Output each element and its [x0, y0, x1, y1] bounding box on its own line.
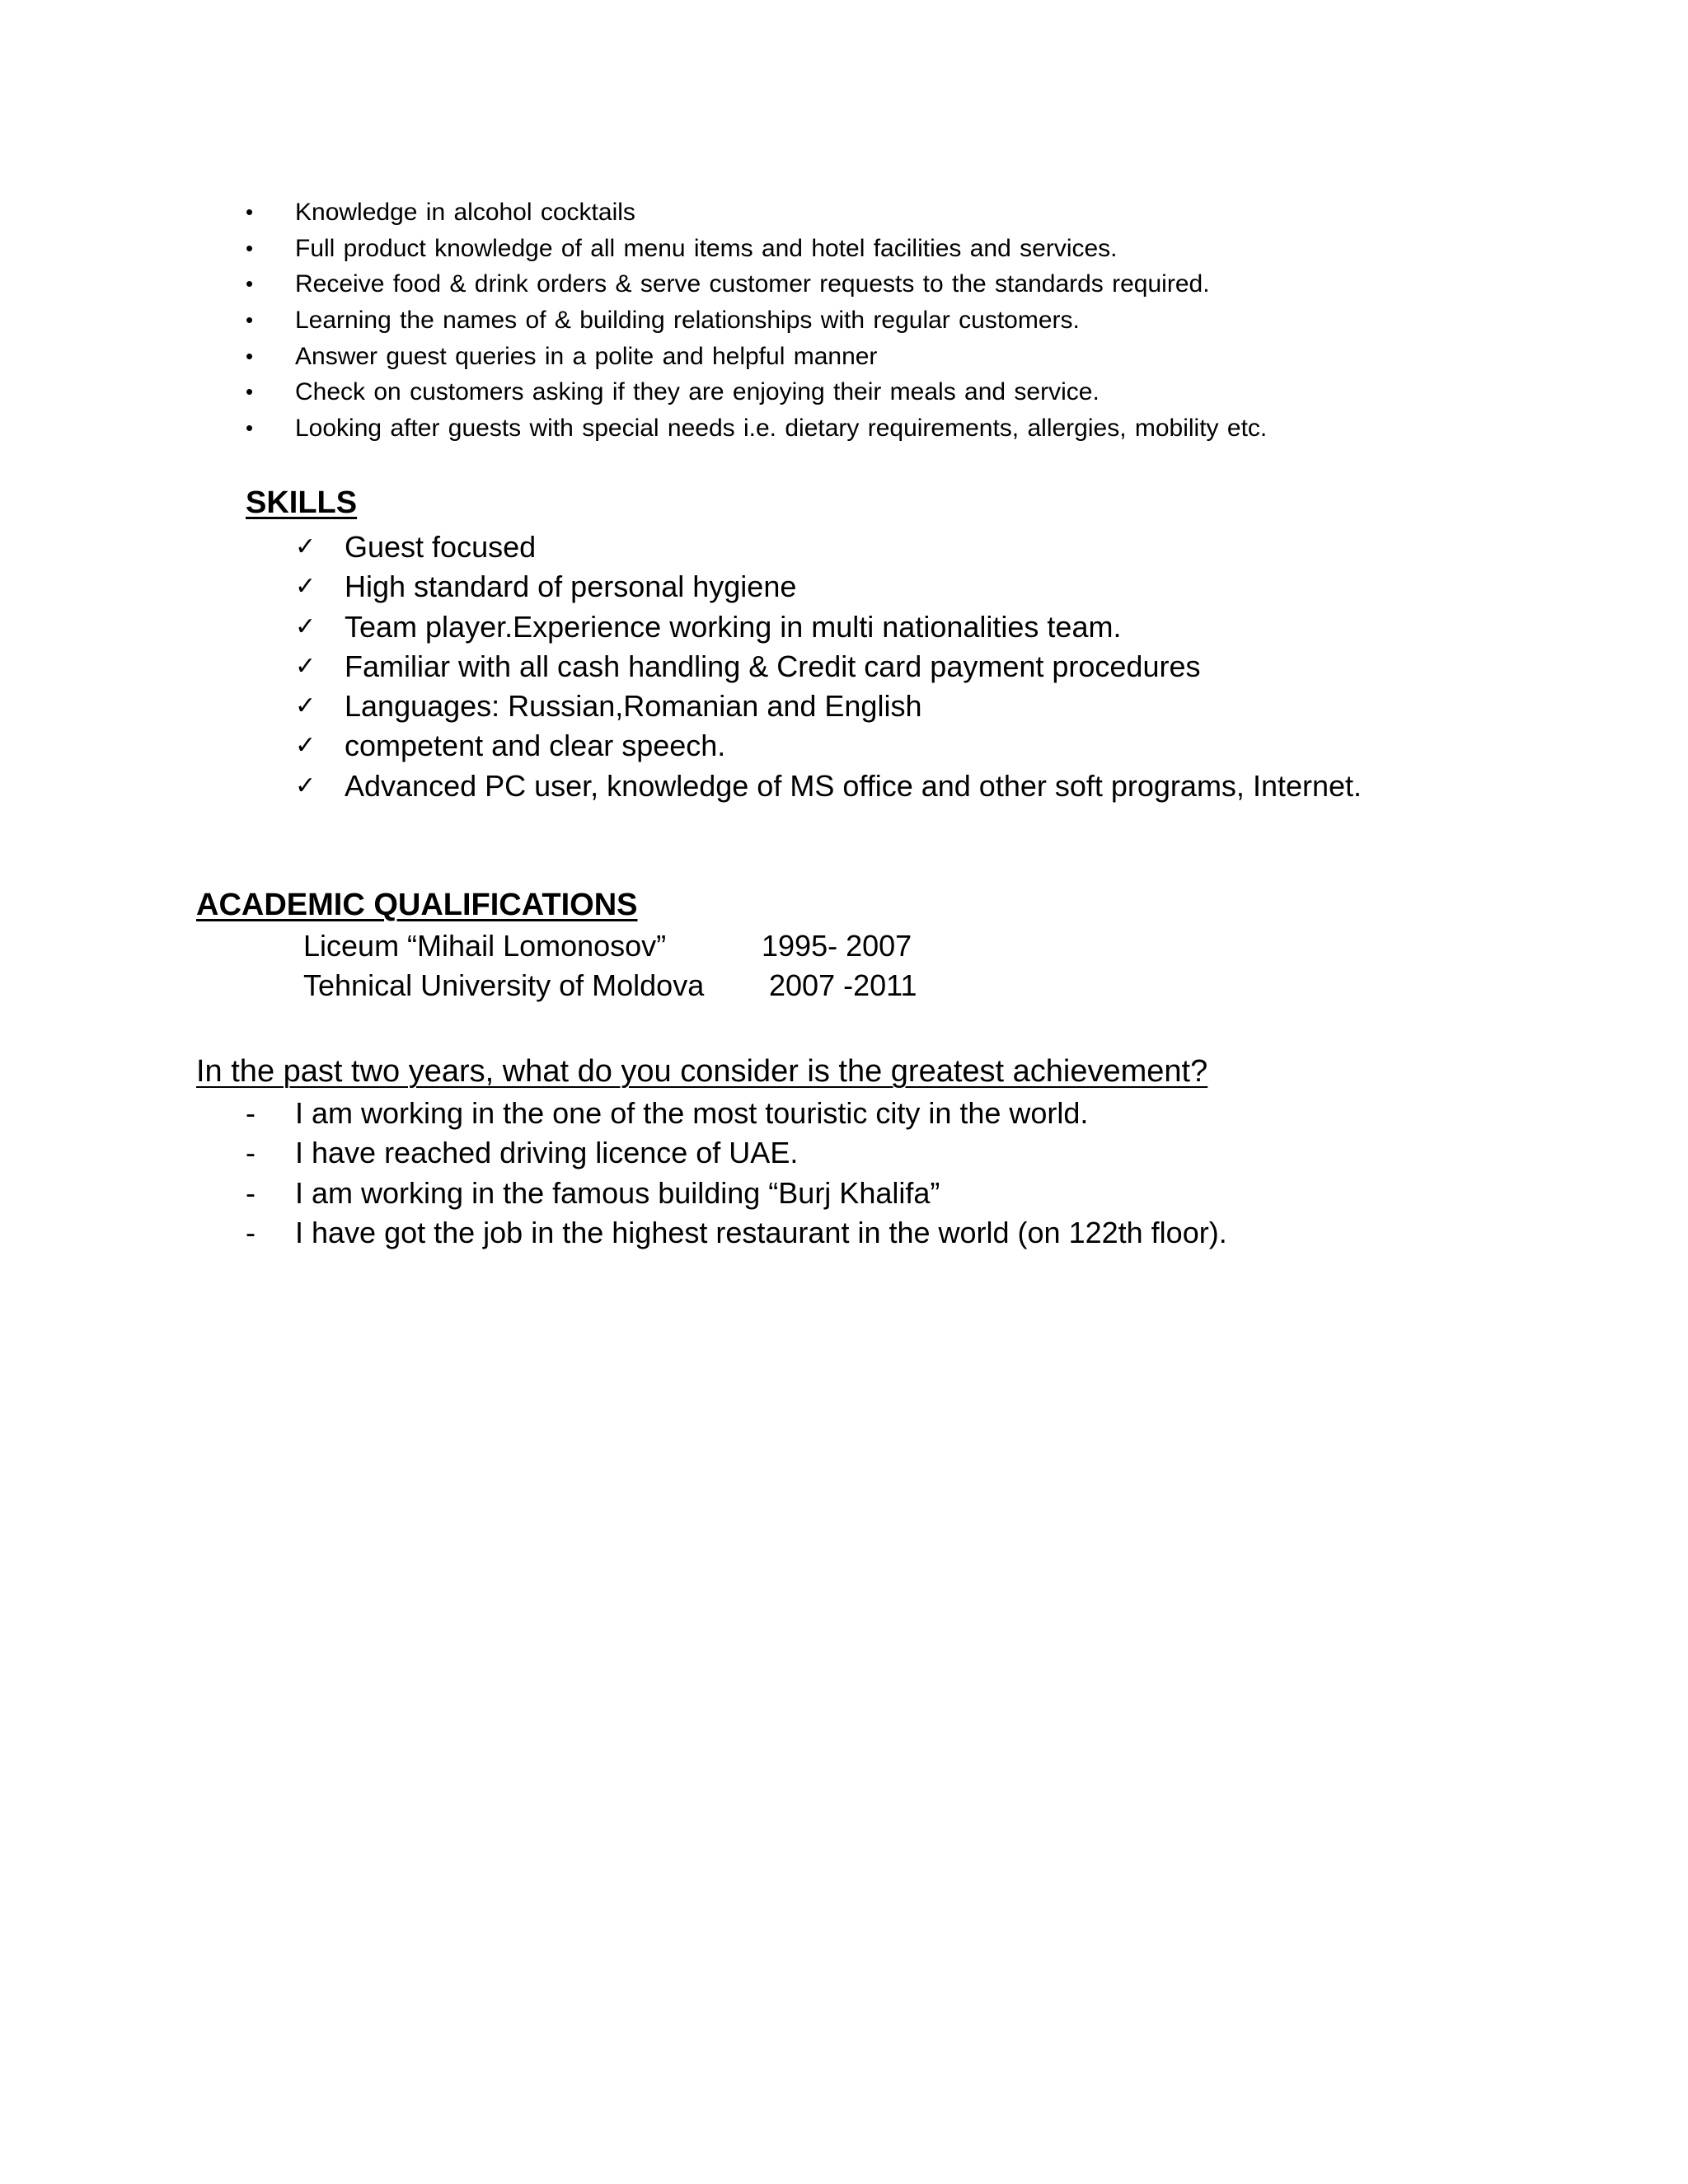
skill-text: Team player.Experience working in multi nationalities team. — [345, 609, 1122, 644]
bullet-icon: • — [246, 379, 254, 405]
duty-item — [246, 266, 1267, 302]
skill-item — [295, 647, 1362, 687]
academic-row — [303, 926, 912, 967]
achievement-text: I have reached driving licence of UAE. — [295, 1136, 799, 1170]
duty-text: Full product knowledge of all menu items and hotel facilities and services. — [295, 234, 1118, 262]
academic-institution: Tehnical University of Moldova — [303, 968, 705, 1002]
academic-row — [303, 965, 917, 1006]
achievement-question: In the past two years, what do you consider is the greatest achievement? — [196, 1054, 1208, 1089]
bullet-icon: • — [246, 271, 254, 297]
bullet-icon: • — [246, 307, 254, 333]
bullet-icon: • — [246, 235, 254, 260]
academic-heading: ACADEMIC QUALIFICATIONS — [196, 888, 638, 922]
achievement-list — [246, 1094, 1227, 1253]
duty-text: Looking after guests with special needs i.e. dietary requirements, allergies, mobility etc. — [295, 415, 1268, 443]
skill-text: Languages: Russian,Romanian and English — [345, 689, 922, 724]
academic-years: 1995- 2007 — [762, 929, 912, 963]
check-icon: ✓ — [295, 691, 316, 721]
duty-item — [246, 374, 1267, 410]
achievement-text: I am working in the one of the most touristic city in the world. — [295, 1096, 1089, 1130]
achievement-item — [246, 1133, 1227, 1173]
skill-text: Familiar with all cash handling & Credit card payment procedures — [345, 649, 1201, 683]
duty-item — [246, 302, 1267, 339]
check-icon: ✓ — [295, 572, 316, 602]
duty-text: Check on customers asking if they are enjoying their meals and service. — [295, 378, 1100, 406]
skill-text: High standard of personal hygiene — [345, 569, 797, 604]
duties-list — [246, 194, 1267, 447]
academic-institution: Liceum “Mihail Lomonosov” — [303, 929, 667, 963]
bullet-icon: • — [246, 415, 254, 441]
skill-item — [295, 567, 1362, 607]
duty-item — [246, 410, 1267, 447]
achievement-item — [246, 1213, 1227, 1253]
check-icon: ✓ — [295, 651, 316, 681]
bullet-icon: • — [246, 343, 254, 368]
check-icon: ✓ — [295, 731, 316, 761]
dash-icon: - — [246, 1096, 256, 1130]
check-icon: ✓ — [295, 532, 316, 561]
duty-item — [246, 231, 1267, 267]
skill-text: competent and clear speech. — [345, 729, 726, 763]
achievement-item — [246, 1094, 1227, 1133]
duty-item — [246, 339, 1267, 375]
skills-list — [295, 527, 1362, 806]
duty-text: Receive food & drink orders & serve customer requests to the standards required. — [295, 270, 1210, 298]
achievement-text: I am working in the famous building “Burj Khalifa” — [295, 1175, 940, 1210]
dash-icon: - — [246, 1215, 256, 1249]
check-icon: ✓ — [295, 771, 316, 800]
bullet-icon: • — [246, 199, 254, 224]
skill-item — [295, 607, 1362, 647]
duty-text: Answer guest queries in a polite and helpful manner — [295, 342, 878, 370]
skill-item — [295, 527, 1362, 567]
achievement-text: I have got the job in the highest restaurant in the world (on 122th floor). — [295, 1215, 1227, 1249]
skill-item — [295, 726, 1362, 766]
duty-text: Learning the names of & building relationships with regular customers. — [295, 307, 1080, 335]
skills-heading: SKILLS — [246, 485, 358, 520]
duty-item — [246, 194, 1267, 231]
skill-text: Guest focused — [345, 530, 537, 564]
achievement-item — [246, 1174, 1227, 1213]
academic-years: 2007 -2011 — [769, 968, 917, 1002]
dash-icon: - — [246, 1175, 256, 1210]
duty-text: Knowledge in alcohol cocktails — [295, 199, 635, 226]
dash-icon: - — [246, 1136, 256, 1170]
check-icon: ✓ — [295, 612, 316, 641]
skill-text: Advanced PC user, knowledge of MS office and other soft programs, Internet. — [345, 768, 1362, 803]
skill-item — [295, 766, 1362, 806]
skill-item — [295, 687, 1362, 726]
